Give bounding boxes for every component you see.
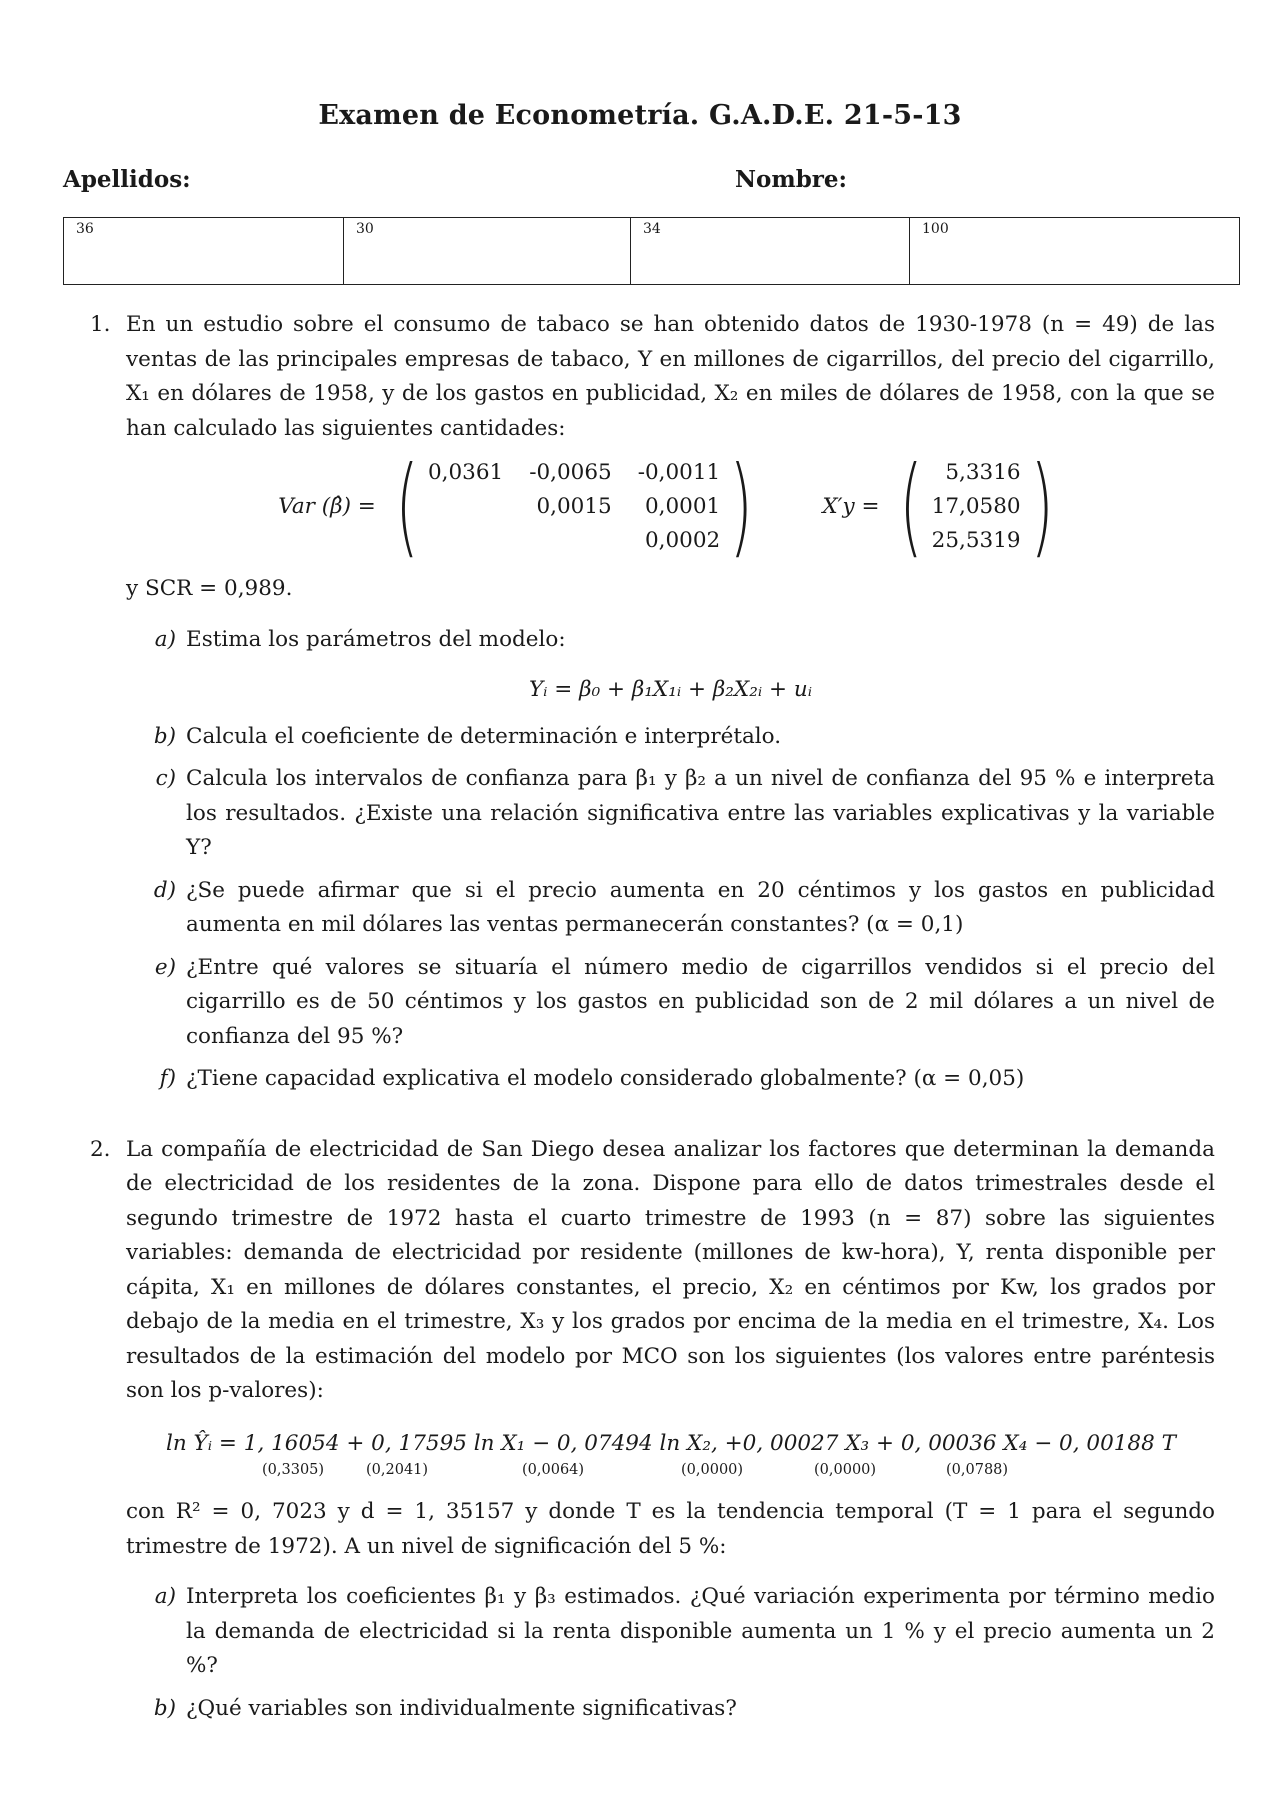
pvalue: (0,2041) (366, 1462, 429, 1478)
item-text: ¿Qué variables son individualmente significativas? (186, 1695, 737, 1721)
matrix-cell (428, 524, 503, 558)
question-1-number: 1. (90, 312, 111, 337)
pvalues-row (166, 1461, 1215, 1481)
matrix-cell: 0,0001 (644, 494, 721, 519)
item-text: Interpreta los coeficientes β₁ y β₃ estimados. ¿Qué variación experimenta por término medio la demanda de electricidad si la renta disponible aumenta un 1 % y el precio aumenta un 2 %? (186, 1584, 1215, 1678)
question-2-number: 2. (90, 1136, 111, 1162)
matrix-cell: -0,0065 (529, 460, 612, 485)
vector-cell: 25,5319 (931, 528, 1021, 553)
score-box-4: 100 (910, 218, 1240, 285)
score-table (63, 217, 1240, 285)
pvalue: (0,3305) (262, 1462, 325, 1478)
var-matrix-label: Var (β̂) = (278, 493, 376, 519)
item-letter: f) (159, 1066, 176, 1091)
question-1-item-f (126, 1062, 1215, 1097)
xy-vector (822, 444, 1062, 569)
xy-vector-label: X′y = (822, 493, 880, 519)
scr-value: y SCR = 0,989. (126, 576, 293, 601)
item-letter: b) (153, 723, 176, 749)
item-text: ¿Se puede afirmar que si el precio aumenta en 20 céntimos y los gastos en publicidad aumenta en mil dólares las ventas permanecerán constantes? (α = 0,1) (186, 877, 1215, 937)
score-box-2: 30 (344, 218, 631, 285)
item-text: ¿Tiene capacidad explicativa el modelo considerado globalmente? (α = 0,05) (186, 1066, 1025, 1091)
item-letter: e) (154, 954, 176, 980)
exam-title: Examen de Econometría. G.A.D.E. 21-5-13 (318, 100, 962, 131)
item-letter: b) (153, 1695, 176, 1721)
var-matrix (278, 444, 762, 569)
name-label: Nombre: (735, 166, 848, 193)
question-2 (90, 1133, 1215, 1735)
question-1-item-a (126, 623, 1215, 658)
item-letter: d) (153, 877, 176, 903)
item-text: ¿Entre qué valores se situaría el número medio de cigarrillos vendidos si el precio del cigarrillo es de 50 céntimos y los gastos en publicidad son de 2 mil dólares a un nivel de confianza del 95 %? (186, 954, 1215, 1049)
question-2-items (126, 1580, 1215, 1726)
matrix-cell: 0,0361 (427, 460, 504, 485)
question-1-intro: En un estudio sobre el consumo de tabaco se han obtenido datos de 1930-1978 (n = 49) de las ventas de las principales empresas de tabaco, Y en millones de cigarrillos, del precio del cigarrillo, X₁ en dólares de 1958, y de los gastos en publicidad, X₂ en miles de dólares de 1958, con la que se han calculado las siguientes cantidades: (126, 312, 1215, 441)
question-1-item-d (126, 874, 1215, 943)
item-letter: a) (154, 626, 176, 652)
question-2-item-b (126, 1692, 1215, 1727)
matrix-cell (428, 490, 503, 524)
right-paren-icon: ) (1030, 444, 1054, 569)
right-paren-icon: ) (729, 444, 753, 569)
score-box-1: 36 (64, 218, 344, 285)
pvalue: (0,0000) (681, 1462, 744, 1478)
surname-label: Apellidos: (63, 166, 191, 193)
matrix-cell (529, 524, 612, 558)
left-paren-icon: ( (395, 444, 419, 569)
score-box-3: 34 (631, 218, 910, 285)
question-1-item-c (126, 762, 1215, 866)
pvalue: (0,0000) (814, 1462, 877, 1478)
estimated-equation: ln Ŷᵢ = 1, 16054 + 0, 17595 ln X₁ − 0, 07494 ln X₂, +0, 00027 X₃ + 0, 00036 X₄ − 0, 00188 T (166, 1430, 1176, 1456)
model-equation: Yᵢ = β₀ + β₁X₁ᵢ + β₂X₂ᵢ + uᵢ (528, 677, 813, 702)
matrix-cell: 0,0015 (536, 494, 612, 519)
question-1 (90, 308, 1215, 1105)
var-matrix-grid (428, 456, 720, 558)
vector-cell: 17,0580 (931, 494, 1021, 519)
item-text: Calcula el coeficiente de determinación e interprétalo. (186, 723, 782, 749)
question-2-item-a (126, 1580, 1215, 1684)
matrices-block (126, 444, 1215, 569)
question-2-intro: La compañía de electricidad de San Diego desea analizar los factores que determinan la demanda de electricidad de los residentes de la zona. Dispone para ello de datos trimestrales desde el segundo trimestre de 1972 hasta el cuarto trimestre de 1993 (n = 87) sobre las siguientes variables: demanda de electricidad por residente (millones de kw-hora), Y, renta disponible per cápita, X₁ en millones de dólares constantes, el precio, X₂ en céntimos por Kw, los grados por debajo de la media en el trimestre, X₃ y los grados por encima de la media en el trimestre, X₄. Los resultados de la estimación del modelo por MCO son los siguientes (los valores entre paréntesis son los p-valores): (126, 1136, 1215, 1403)
question-1-item-e (126, 951, 1215, 1055)
item-text: Calcula los intervalos de confianza para β₁ y β₂ a un nivel de confianza del 95 % e interpreta los resultados. ¿Existe una relación significativa entre las variables explicativas y la variable Y? (186, 766, 1215, 860)
vector-cell: 5,3316 (945, 460, 1021, 485)
item-text: Estima los parámetros del modelo: (186, 626, 566, 652)
pvalue: (0,0788) (946, 1462, 1009, 1478)
matrix-cell: 0,0002 (644, 528, 721, 553)
item-letter: a) (154, 1584, 176, 1609)
exam-content (90, 308, 1215, 1734)
pvalue: (0,0064) (522, 1462, 585, 1478)
left-paren-icon: ( (898, 444, 923, 569)
matrix-cell: -0,0011 (637, 460, 721, 485)
question-1-item-b (126, 720, 1215, 755)
item-letter: c) (155, 766, 176, 791)
xy-vector-grid (932, 456, 1021, 558)
question-1-items (126, 623, 1215, 1097)
question-2-after: con R² = 0, 7023 y d = 1, 35157 y donde T es la tendencia temporal (T = 1 para el segundo trimestre de 1972). A un nivel de significación del 5 %: (126, 1499, 1215, 1559)
